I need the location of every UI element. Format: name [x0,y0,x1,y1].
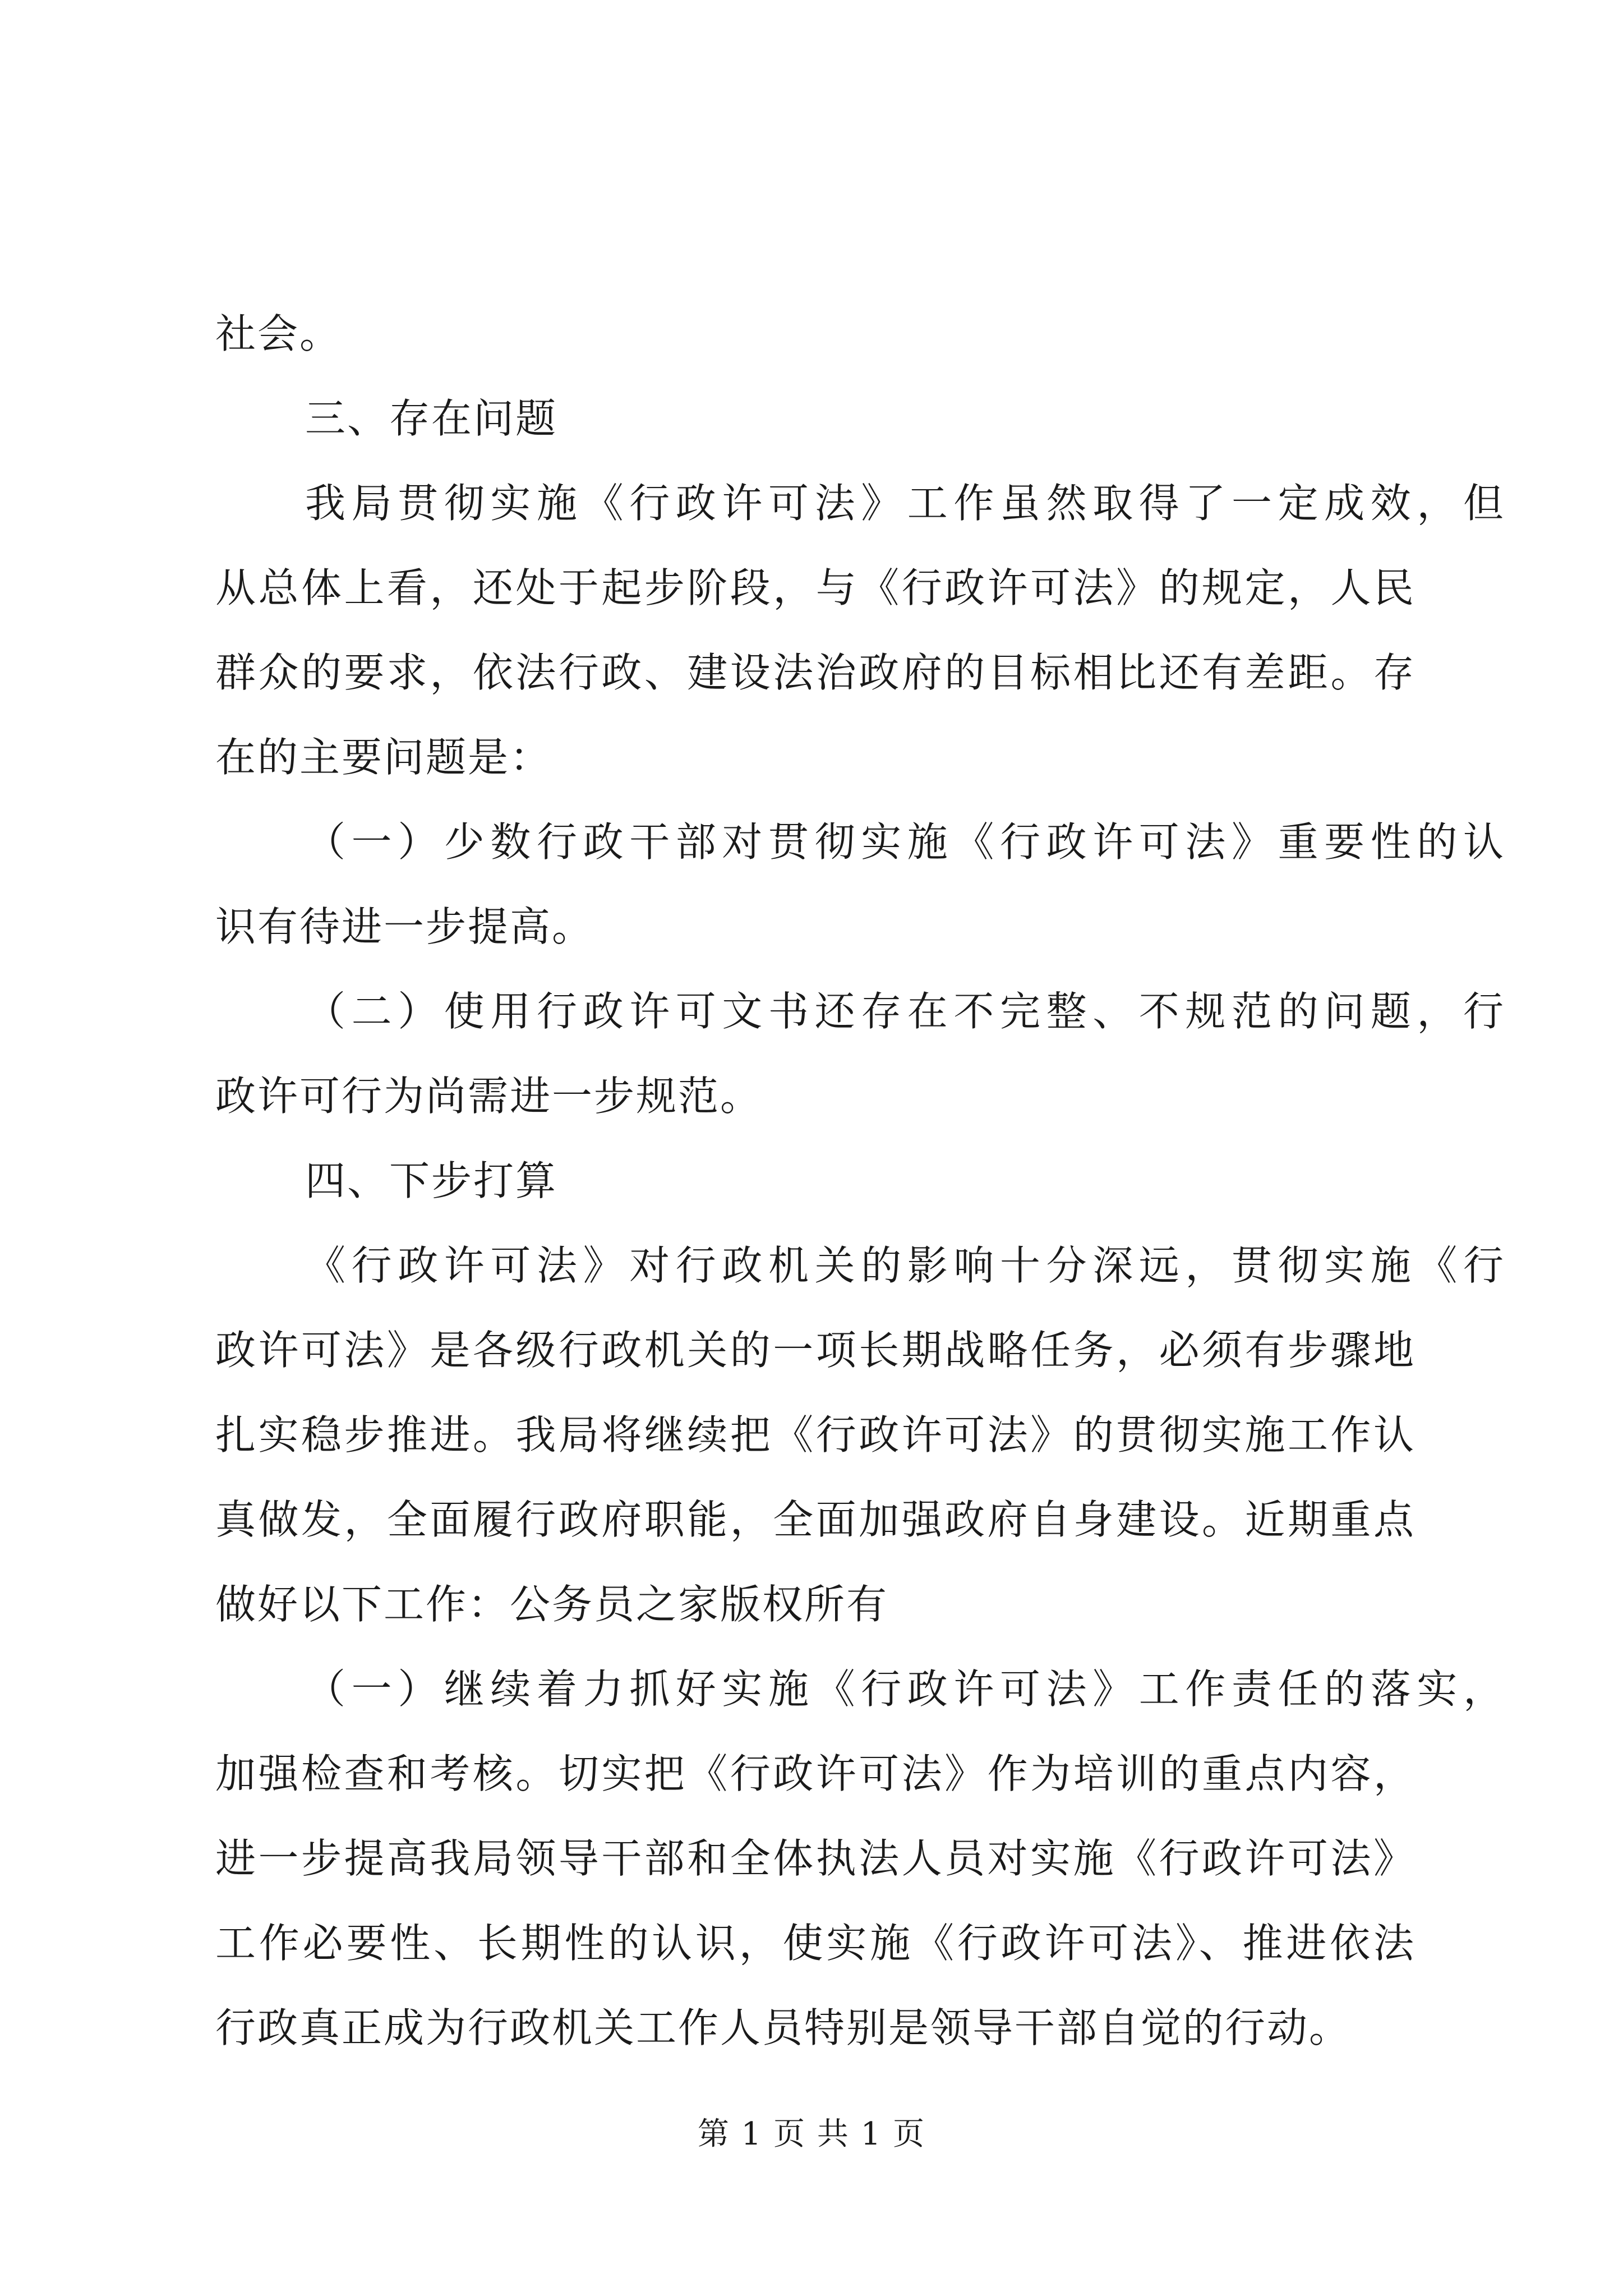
body-line: 进一步提高我局领导干部和全体执法人员对实施《行政许可法》 [215,1835,1415,1882]
body-line: 真做发，全面履行政府职能，全面加强政府自身建设。近期重点 [215,1496,1415,1543]
body-line: 识有待进一步提高。 [215,903,594,950]
body-line: 我局贯彻实施《行政许可法》工作虽然取得了一定成效，但 [305,480,1505,527]
body-line: 工作必要性、长期性的认识，使实施《行政许可法》、推进依法 [215,1920,1415,1967]
page-number: 第 1 页 共 1 页 [697,2116,926,2152]
body-line: 政许可行为尚需进一步规范。 [215,1073,763,1120]
body-line: 行政真正成为行政机关工作人员特别是领导干部自觉的行动。 [215,2004,1352,2051]
body-line: 《行政许可法》对行政机关的影响十分深远，贯彻实施《行 [305,1242,1505,1289]
body-line: 扎实稳步推进。我局将继续把《行政许可法》的贯彻实施工作认 [215,1411,1415,1458]
body-line: （二）使用行政许可文书还存在不完整、不规范的问题，行 [305,988,1505,1035]
body-line: 政许可法》是各级行政机关的一项长期战略任务，必须有步骤地 [215,1327,1415,1374]
body-line: 群众的要求，依法行政、建设法治政府的目标相比还有差距。存 [215,649,1415,696]
body-line: 加强检查和考核。切实把《行政许可法》作为培训的重点内容， [215,1750,1415,1797]
body-line: （一）继续着力抓好实施《行政许可法》工作责任的落实， [305,1665,1505,1713]
body-line: 做好以下工作：公务员之家版权所有 [215,1581,889,1628]
section-heading: 三、存在问题 [305,395,558,442]
section-heading: 四、下步打算 [305,1157,558,1204]
page-footer [0,2115,1623,2154]
body-line: 在的主要问题是： [215,734,552,781]
body-line: （一）少数行政干部对贯彻实施《行政许可法》重要性的认 [305,818,1505,866]
document-body [215,292,1505,2070]
body-line: 社会。 [215,310,342,357]
body-line: 从总体上看，还处于起步阶段，与《行政许可法》的规定，人民 [215,564,1415,611]
